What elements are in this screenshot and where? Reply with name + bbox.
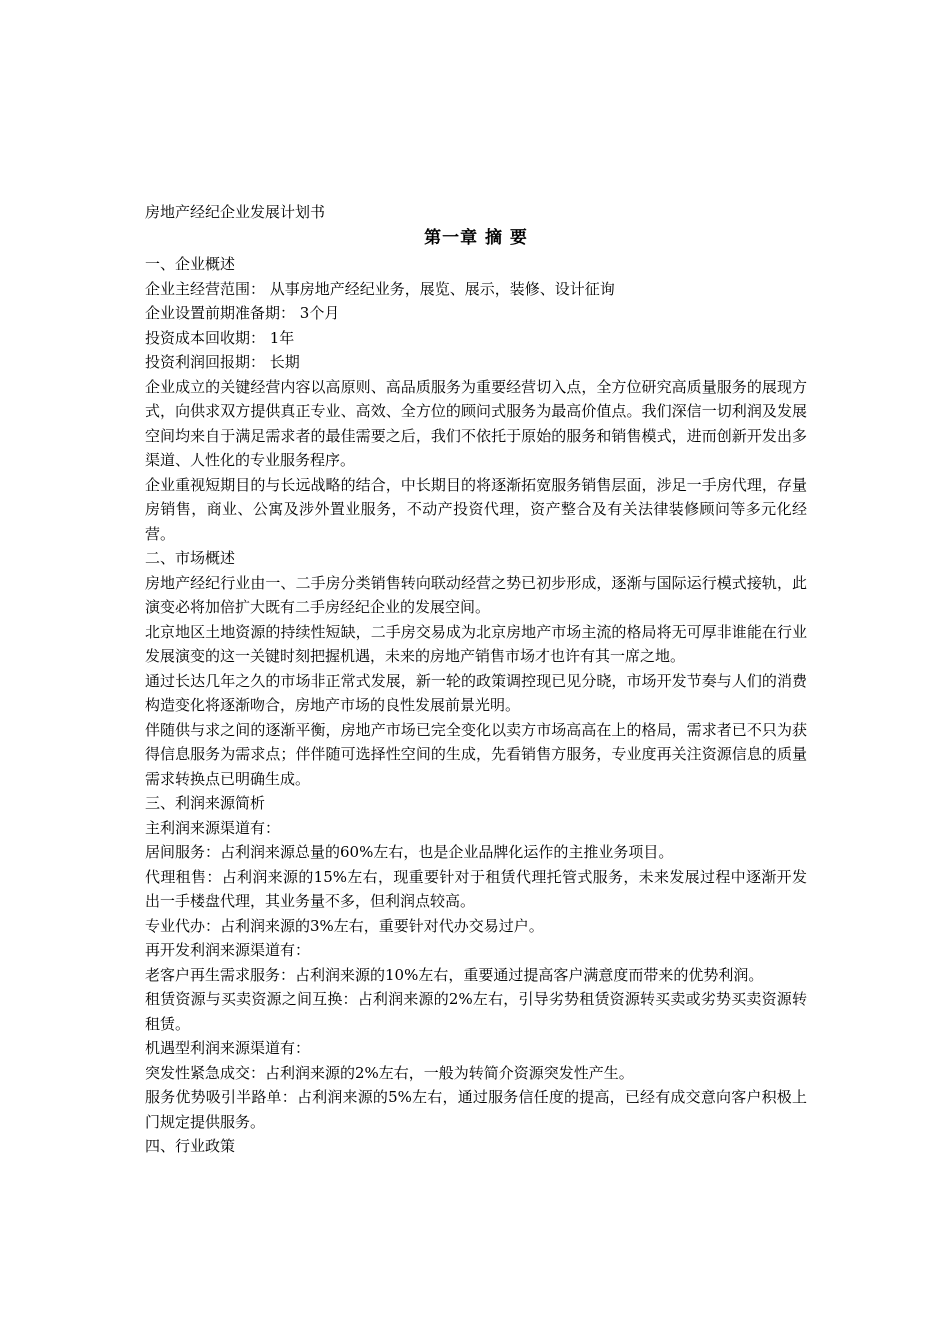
paragraph-walk-in-clients: 服务优势吸引半路单：占利润来源的5%左右，通过服务信任度的提高，已经有成交意向客户积极上门规定提供服务。 xyxy=(145,1088,807,1131)
document-title: 房地产经纪企业发展计划书 xyxy=(145,203,326,221)
business-scope-line: 企业主经营范围： 从事房地产经纪业务，展览、展示，装修、设计征询 xyxy=(145,279,615,298)
section-heading-overview: 一、企业概述 xyxy=(145,255,236,273)
paragraph-urgent-deals: 突发性紧急成交：占利润来源的2%左右，一般为转简介资源突发性产生。 xyxy=(145,1063,634,1082)
paragraph-beijing-land: 北京地区土地资源的持续性短缺，二手房交易成为北京房地产市场主流的格局将无可厚非谁能在行业发展演变的这一关键时刻把握机遇，未来的房地产销售市场才也许有其一席之地。 xyxy=(145,622,807,665)
chapter-heading: 第一章 摘 要 xyxy=(424,228,528,248)
paragraph-core-business: 企业成立的关键经营内容以高原则、高品质服务为重要经营切入点，全方位研究高质量服务的展现方式，向供求双方提供真正专业、高效、全方位的顾问式服务为最高价值点。我们深信一切利润及发展空间均来自于满足需求者的最佳需要之后，我们不依托于原始的服务和销售模式，进而创新开发出多渠道、人性化的专业服务程序。 xyxy=(145,377,807,469)
section-heading-market: 二、市场概述 xyxy=(145,549,236,567)
paragraph-resource-swap: 租赁资源与买卖资源之间互换：占利润来源的2%左右，引导劣势租赁资源转买卖或劣势买卖资源转租赁。 xyxy=(145,990,807,1033)
paragraph-policy-control: 通过长达几年之久的市场非正常式发展，新一轮的政策调控现已见分晓，市场开发节奏与人们的消费构造变化将逐渐吻合，房地产市场的良性发展前景光明。 xyxy=(145,671,807,714)
paragraph-professional-agency: 专业代办：占利润来源的3%左右，重要针对代办交易过户。 xyxy=(145,916,544,935)
redevelop-profit-channels-line: 再开发利润来源渠道有： xyxy=(145,941,311,959)
main-profit-channels-line: 主利润来源渠道有： xyxy=(145,818,281,837)
paragraph-repeat-customers: 老客户再生需求服务：占利润来源的10%左右，重要通过提高客户满意度而带来的优势利润。 xyxy=(145,965,764,984)
paragraph-agency-leasing: 代理租售：占利润来源的15%左右，现重要针对于租赁代理托管式服务，未来发展过程中逐渐开发出一手楼盘代理，其业务量不多，但利润点较高。 xyxy=(145,867,807,910)
section-heading-policy: 四、行业政策 xyxy=(145,1137,236,1155)
preparation-period-line: 企业设置前期准备期： 3个月 xyxy=(145,304,340,322)
paragraph-strategy: 企业重视短期目的与长远战略的结合，中长期目的将逐渐拓宽服务销售层面，涉足一手房代理，存量房销售，商业、公寓及涉外置业服务，不动产投资代理，资产整合及有关法律装修顾问等多元化经营。 xyxy=(145,475,807,543)
opportunity-profit-channels-line: 机遇型利润来源渠道有： xyxy=(145,1039,311,1057)
profit-return-line: 投资利润回报期： 长期 xyxy=(145,353,300,371)
paragraph-market-trend: 房地产经纪行业由一、二手房分类销售转向联动经营之势已初步形成，逐渐与国际运行模式接轨，此演变必将加倍扩大既有二手房经纪企业的发展空间。 xyxy=(145,573,807,616)
paragraph-brokerage-service: 居间服务：占利润来源总量的60%左右，也是企业品牌化运作的主推业务项目。 xyxy=(145,843,674,861)
cost-recovery-line: 投资成本回收期： 1年 xyxy=(145,328,295,347)
section-heading-profit: 三、利润来源简析 xyxy=(145,794,266,812)
paragraph-supply-demand: 伴随供与求之间的逐渐平衡，房地产市场已完全变化以卖方市场高高在上的格局，需求者已不只为获得信息服务为需求点；伴伴随可选择性空间的生成，先看销售方服务，专业度再关注资源信息的质量需求转换点已明确生成。 xyxy=(145,720,807,788)
document-page xyxy=(145,200,807,1159)
